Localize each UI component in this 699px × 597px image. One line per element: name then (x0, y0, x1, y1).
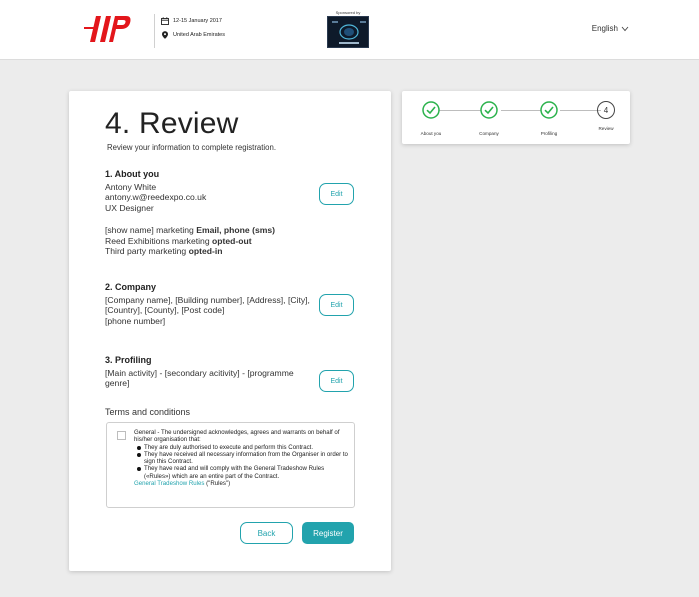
profiling-title: 3. Profiling (105, 355, 152, 365)
step-number: 4 (597, 101, 615, 119)
review-card (69, 91, 391, 571)
register-button[interactable]: Register (302, 522, 354, 544)
terms-intro: General - The undersigned acknowledges, agrees and warrants on behalf of his/her organisation that: (134, 429, 340, 444)
step-label: Company (479, 131, 499, 136)
page-title: 4. Review (105, 107, 239, 140)
terms-bullet: They are duly authorised to execute and perform this Contract. (136, 444, 349, 451)
profiling-section (105, 355, 305, 389)
terms-list (136, 444, 349, 480)
edit-company-button[interactable]: Edit (319, 294, 354, 316)
step-label: About you (420, 131, 442, 136)
event-location: United Arab Emirates (173, 32, 225, 38)
terms-bullet: They have read and will comply with the General Tradeshow Rules («Rules») which are an entire part of the Contract. (136, 465, 349, 480)
event-date: 12-15 January 2017 (173, 18, 222, 24)
profiling-text: [Main activity] - [secondary acitivity] - [programme genre] (105, 367, 294, 388)
review-intro: Review your information to complete registration. (107, 143, 277, 152)
step-about-you[interactable] (411, 101, 451, 136)
step-label: Profiling (540, 131, 558, 136)
company-logo[interactable] (84, 16, 132, 42)
terms-link-row: General Tradeshow Rules ("Rules") (134, 480, 231, 488)
company-phone: [phone number] (105, 315, 166, 326)
marketing-third-party: Third party marketing opted-in (105, 246, 223, 256)
sponsored-by-label: Sponsored by (335, 10, 361, 15)
user-name: Antony White (105, 181, 157, 192)
sponsor-block (326, 10, 370, 48)
step-company[interactable] (469, 101, 509, 136)
back-button[interactable]: Back (240, 522, 293, 544)
sponsor-logo[interactable] (327, 16, 369, 48)
user-email: antony.w@reedexpo.co.uk (105, 192, 207, 202)
terms-text (134, 429, 349, 487)
edit-profiling-button[interactable]: Edit (319, 370, 354, 392)
step-profiling[interactable] (529, 101, 569, 136)
about-you-section (105, 169, 315, 257)
edit-about-button[interactable]: Edit (319, 183, 354, 205)
company-title: 2. Company (105, 282, 157, 292)
location-pin-icon (161, 31, 169, 39)
terms-box (106, 422, 355, 508)
progress-stepper (402, 91, 630, 144)
step-review[interactable] (586, 101, 626, 131)
top-header (0, 0, 699, 60)
calendar-icon (161, 17, 169, 25)
language-selector[interactable] (592, 24, 629, 33)
company-address: [Company name], [Building number], [Address], [City], [Country], [County], [Post code] (105, 294, 310, 315)
tradeshow-rules-link[interactable]: General Tradeshow Rules (134, 480, 205, 488)
terms-title: Terms and conditions (105, 407, 191, 417)
check-circle-icon (540, 101, 558, 119)
terms-checkbox[interactable] (117, 431, 126, 440)
about-you-title: 1. About you (105, 169, 160, 179)
step-label: Review (598, 126, 614, 131)
marketing-reed: Reed Exhibitions marketing opted-out (105, 235, 252, 246)
language-label: English (591, 24, 618, 33)
user-role: UX Designer (105, 202, 154, 213)
check-circle-icon (480, 101, 498, 119)
terms-bullet: They have received all necessary information from the Organiser in order to sign this Contract. (136, 451, 349, 466)
company-section (105, 282, 315, 326)
event-info (154, 14, 225, 48)
chevron-down-icon (621, 26, 629, 32)
check-circle-icon (422, 101, 440, 119)
marketing-show: [show name] marketing Email, phone (sms) (105, 225, 276, 235)
